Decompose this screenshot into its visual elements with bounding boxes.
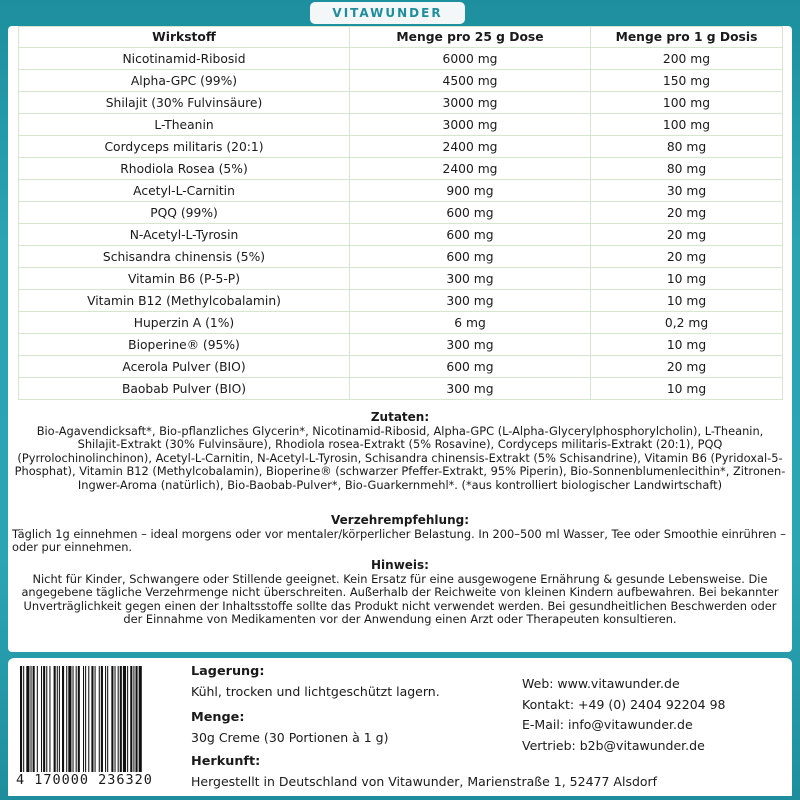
barcode-number: 4 170000 236320 — [16, 772, 153, 788]
ingredients-heading: Zutaten: — [370, 410, 430, 424]
cell-wirkstoff: Cordyceps militaris (20:1) — [19, 136, 350, 158]
barcode-image — [18, 666, 183, 772]
ingredients-section — [8, 411, 792, 493]
cell-menge-dosis: 30 mg — [591, 180, 783, 202]
storage-text: Kühl, trocken und lichtgeschützt lagern. — [191, 684, 440, 699]
cell-wirkstoff: Nicotinamid-Ribosid — [19, 48, 350, 70]
cell-menge-dosis: 20 mg — [591, 356, 783, 378]
ingredient-table — [18, 26, 783, 400]
cell-menge-dosis: 80 mg — [591, 136, 783, 158]
cell-wirkstoff: PQQ (99%) — [19, 202, 350, 224]
cell-menge-dose: 300 mg — [350, 290, 591, 312]
cell-menge-dose: 3000 mg — [350, 114, 591, 136]
contact-web[interactable]: Web: www.vitawunder.de — [522, 676, 680, 691]
column-header-menge-dosis: Menge pro 1 g Dosis — [591, 27, 783, 48]
cell-menge-dosis: 20 mg — [591, 246, 783, 268]
cell-menge-dose: 2400 mg — [350, 158, 591, 180]
cell-menge-dose: 900 mg — [350, 180, 591, 202]
cell-menge-dose: 300 mg — [350, 334, 591, 356]
column-header-menge-dose: Menge pro 25 g Dose — [350, 27, 591, 48]
cell-wirkstoff: Acetyl-L-Carnitin — [19, 180, 350, 202]
notice-section — [8, 559, 792, 627]
amount-label: Menge: — [191, 710, 245, 725]
cell-menge-dose: 600 mg — [350, 356, 591, 378]
cell-menge-dosis: 150 mg — [591, 70, 783, 92]
cell-wirkstoff: Rhodiola Rosea (5%) — [19, 158, 350, 180]
cell-wirkstoff: Bioperine® (95%) — [19, 334, 350, 356]
notice-heading: Hinweis: — [371, 558, 429, 572]
table-row — [19, 246, 783, 268]
brand-logo: VITAWUNDER — [310, 2, 465, 24]
cell-wirkstoff: Acerola Pulver (BIO) — [19, 356, 350, 378]
table-row — [19, 158, 783, 180]
origin-label: Herkunft: — [191, 754, 261, 769]
cell-wirkstoff: Schisandra chinensis (5%) — [19, 246, 350, 268]
cell-menge-dose: 2400 mg — [350, 136, 591, 158]
table-row — [19, 70, 783, 92]
cell-menge-dosis: 200 mg — [591, 48, 783, 70]
cell-wirkstoff: Shilajit (30% Fulvinsäure) — [19, 92, 350, 114]
table-row — [19, 312, 783, 334]
cell-menge-dosis: 20 mg — [591, 202, 783, 224]
table-row — [19, 334, 783, 356]
contact-sales[interactable]: Vertrieb: b2b@vitawunder.de — [522, 737, 705, 753]
notice-text: Nicht für Kinder, Schwangere oder Stillende geeignet. Kein Ersatz für eine ausgewogene Ernährung & gesunde Lebensweise. Die angegebene tägliche Verzehrmenge nicht überschreiten. Außerhalb der Reichweite von kleinen Kindern aufbewahren. Bei bekannter Unverträglichkeit gegen einen der Inhaltsstoffe sollte das Produkt nicht verwendet werden. Bei gesundheitlichen Beschwerden oder der Einnahme von Medikamenten vor der Anwendung einen Arzt oder Therapeuten konsultieren. — [21, 571, 779, 627]
cell-menge-dose: 6 mg — [350, 312, 591, 334]
table-row — [19, 136, 783, 158]
cell-wirkstoff: Vitamin B6 (P-5-P) — [19, 268, 350, 290]
table-row — [19, 92, 783, 114]
recommendation-text: Täglich 1g einnehmen – ideal morgens oder vor mentaler/körperlicher Belastung. In 200–500 ml Wasser, Tee oder Smoothie einrühren – oder pur einnehmen. — [12, 526, 786, 555]
cell-menge-dosis: 10 mg — [591, 334, 783, 356]
contact-block — [522, 674, 726, 756]
table-row — [19, 48, 783, 70]
cell-menge-dosis: 10 mg — [591, 268, 783, 290]
amount-text: 30g Creme (30 Portionen à 1 g) — [191, 730, 389, 745]
cell-wirkstoff: Huperzin A (1%) — [19, 312, 350, 334]
table-row — [19, 378, 783, 400]
cell-menge-dose: 4500 mg — [350, 70, 591, 92]
cell-wirkstoff: Vitamin B12 (Methylcobalamin) — [19, 290, 350, 312]
cell-menge-dosis: 0,2 mg — [591, 312, 783, 334]
table-row — [19, 268, 783, 290]
contact-phone[interactable]: Kontakt: +49 (0) 2404 92204 98 — [522, 696, 726, 712]
cell-menge-dose: 600 mg — [350, 224, 591, 246]
table-row — [19, 180, 783, 202]
storage-label: Lagerung: — [191, 664, 265, 679]
label-footer — [8, 658, 792, 796]
recommendation-heading: Verzehrempfehlung: — [331, 513, 469, 527]
cell-menge-dose: 300 mg — [350, 268, 591, 290]
cell-wirkstoff: N-Acetyl-L-Tyrosin — [19, 224, 350, 246]
recommendation-section — [8, 514, 792, 555]
column-header-wirkstoff: Wirkstoff — [19, 27, 350, 48]
cell-menge-dosis: 10 mg — [591, 378, 783, 400]
table-header-row — [19, 27, 783, 48]
cell-menge-dosis: 80 mg — [591, 158, 783, 180]
cell-menge-dose: 3000 mg — [350, 92, 591, 114]
cell-wirkstoff: Alpha-GPC (99%) — [19, 70, 350, 92]
table-row — [19, 202, 783, 224]
cell-menge-dosis: 100 mg — [591, 92, 783, 114]
origin-text: Hergestellt in Deutschland von Vitawunder, Marienstraße 1, 52477 Alsdorf — [191, 774, 658, 789]
nutrition-panel — [8, 26, 792, 652]
cell-menge-dose: 600 mg — [350, 202, 591, 224]
ingredients-text: Bio-Agavendicksaft*, Bio-pflanzliches Glycerin*, Nicotinamid-Ribosid, Alpha-GPC (L-Alpha-Glycerylphosphorylcholin), L-Theanin, Shilajit-Extrakt (30% Fulvinsäure), Rhodiola rosea-Extrakt (5% Rosavine), Cordyceps militaris-Extrakt (20:1), PQQ (Pyrrolochinolinchinon), Acetyl-L-Carnitin, N-Acetyl-L-Tyrosin, Schisandra chinensis-Extrakt (5% Schisandrine), Vitamin B6 (Pyridoxal-5-Phosphat), Vitamin B12 (Methylcobalamin), Bioperine® (schwarzer Pfeffer-Extrakt, 95% Piperin), Bio-Sonnenblumenlecithin*, Zitronen-Ingwer-Aroma (natürlich), Bio-Baobab-Pulver*, Bio-Guarkernmehl*. (*aus kontrolliert biologischer Landwirtschaft) — [14, 423, 786, 492]
table-row — [19, 114, 783, 136]
table-row — [19, 224, 783, 246]
table-row — [19, 356, 783, 378]
cell-wirkstoff: Baobab Pulver (BIO) — [19, 378, 350, 400]
cell-menge-dosis: 10 mg — [591, 290, 783, 312]
cell-menge-dosis: 100 mg — [591, 114, 783, 136]
contact-email[interactable]: E-Mail: info@vitawunder.de — [522, 717, 693, 732]
cell-menge-dose: 300 mg — [350, 378, 591, 400]
cell-menge-dose: 6000 mg — [350, 48, 591, 70]
table-row — [19, 290, 783, 312]
cell-wirkstoff: L-Theanin — [19, 114, 350, 136]
cell-menge-dosis: 20 mg — [591, 224, 783, 246]
cell-menge-dose: 600 mg — [350, 246, 591, 268]
